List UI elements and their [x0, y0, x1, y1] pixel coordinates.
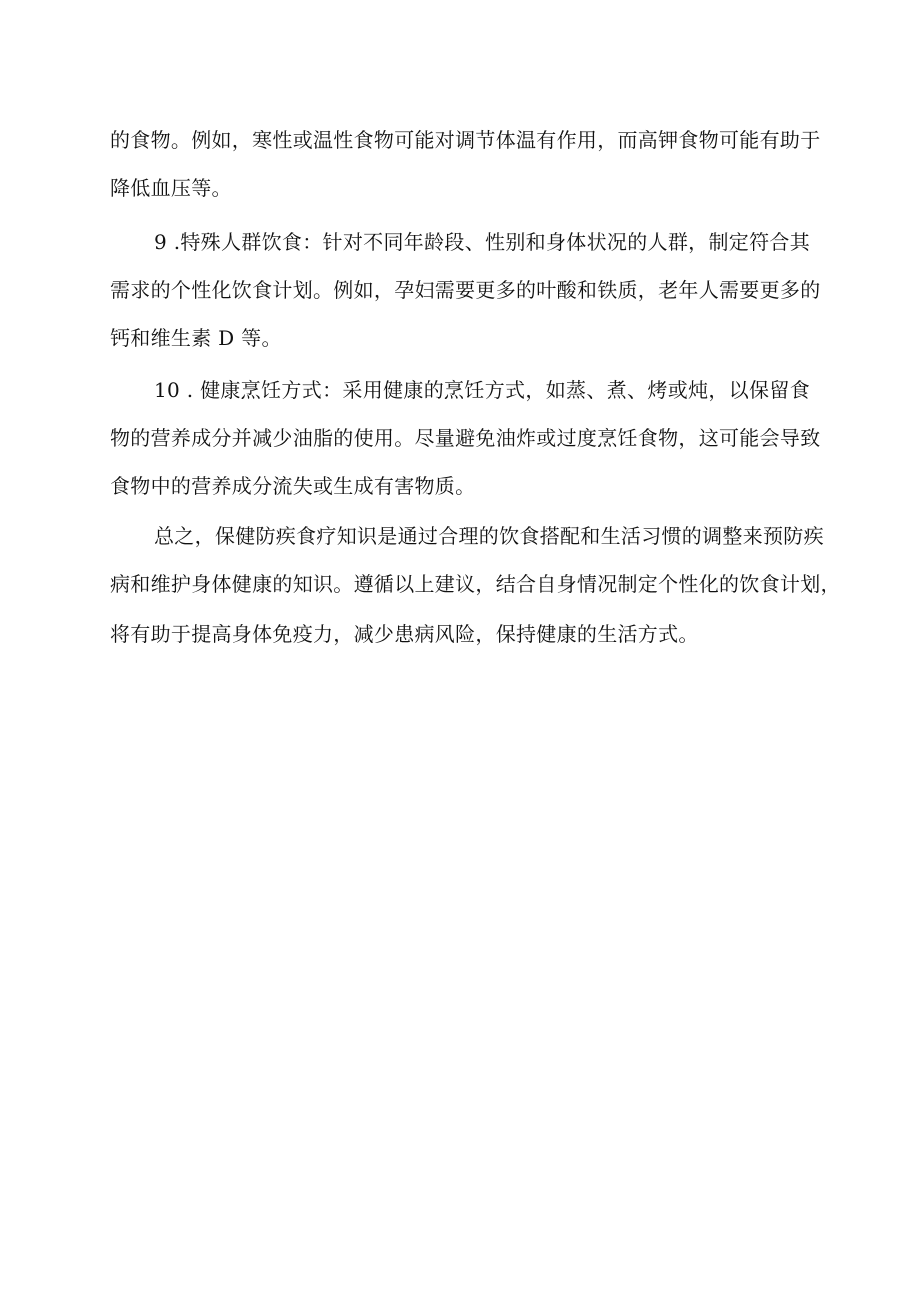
- paragraph-line: 病和维护身体健康的知识。遵循以上建议，结合自身情况制定个性化的饮食计划，: [110, 572, 841, 596]
- paragraph-line: 总之，保健防疾食疗知识是通过合理的饮食搭配和生活习惯的调整来预防疾: [154, 524, 824, 548]
- paragraph-line: 钙和维生素 D 等。: [110, 326, 282, 350]
- paragraph-line: 需求的个性化饮食计划。例如，孕妇需要更多的叶酸和铁质，老年人需要更多的: [110, 278, 821, 302]
- paragraph-line: 10 . 健康烹饪方式：采用健康的烹饪方式，如蒸、煮、烤或炖，以保留食: [154, 378, 810, 402]
- paragraph-line: 9 .特殊人群饮食：针对不同年龄段、性别和身体状况的人群，制定符合其: [154, 230, 810, 254]
- paragraph-line: 食物中的营养成分流失或生成有害物质。: [110, 474, 476, 498]
- paragraph-line: 物的营养成分并减少油脂的使用。尽量避免油炸或过度烹饪食物，这可能会导致: [110, 426, 821, 450]
- paragraph-line: 降低血压等。: [110, 176, 232, 200]
- paragraph-line: 的食物。例如，寒性或温性食物可能对调节体温有作用，而高钾食物可能有助于: [110, 128, 821, 152]
- paragraph-line: 将有助于提高身体免疫力，减少患病风险，保持健康的生活方式。: [110, 622, 699, 646]
